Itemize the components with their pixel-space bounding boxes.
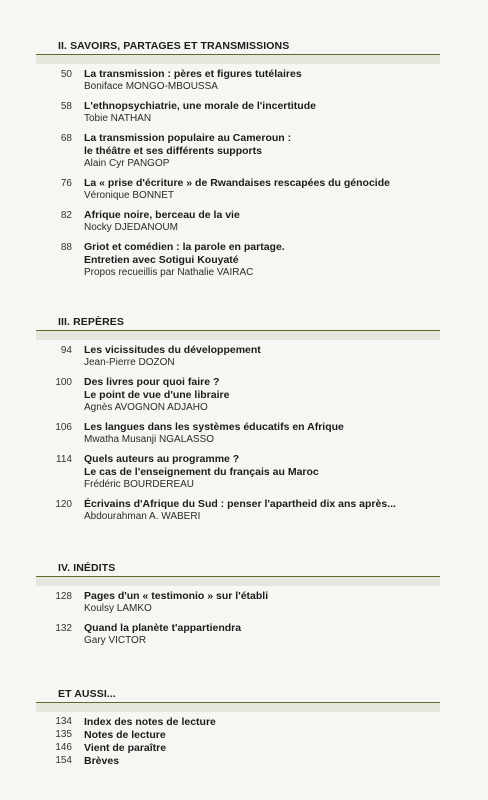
section-et-aussi: [36, 684, 440, 768]
entry-title: L'ethnopsychiatrie, une morale de l'incertitude: [84, 100, 316, 112]
toc-entry: [36, 376, 440, 414]
entry-title: Quand la planète t'appartiendra: [84, 622, 242, 634]
entry-author: Mwatha Musanji NGALASSO: [84, 434, 215, 445]
toc-entry: [36, 132, 440, 170]
page-number: 100: [55, 377, 72, 388]
section-shade: [36, 55, 440, 64]
toc-entry: [36, 742, 440, 755]
section-header: [36, 36, 440, 55]
entry-title: Brèves: [84, 755, 120, 767]
entry-title: La transmission : pères et figures tutélaires: [84, 68, 302, 80]
entry-title: Les langues dans les systèmes éducatifs en Afrique: [84, 421, 344, 433]
page-number: 114: [56, 454, 72, 465]
entry-author: Tobie NATHAN: [84, 113, 152, 124]
page-number: 134: [55, 716, 72, 727]
entry-title-line2: Entretien avec Sotigui Kouyaté: [84, 254, 239, 266]
toc-entry: [36, 100, 440, 125]
page-number: 88: [60, 242, 72, 253]
page-number: 106: [55, 422, 72, 433]
page-number: 154: [55, 755, 72, 766]
toc-entry: [36, 177, 440, 202]
toc-entry: [36, 453, 440, 491]
section-inedits: [36, 558, 440, 647]
toc-entry: [36, 421, 440, 446]
entry-author: Agnès AVOGNON ADJAHO: [84, 402, 208, 413]
entry-author: Boniface MONGO-MBOUSSA: [84, 81, 218, 92]
entry-title: Pages d'un « testimonio » sur l'établi: [84, 590, 269, 602]
entry-author: Véronique BONNET: [84, 190, 175, 201]
entry-title: Index des notes de lecture: [84, 716, 216, 728]
section-header: [36, 558, 440, 577]
page-number: 76: [60, 178, 72, 189]
section-reperes: [36, 312, 440, 523]
page-number: 135: [55, 729, 72, 740]
entry-title-line2: le théâtre et ses différents supports: [84, 145, 262, 157]
toc-entry: [36, 622, 440, 647]
page-number: 120: [55, 499, 72, 510]
page-number: 146: [55, 742, 72, 753]
toc-entry: [36, 729, 440, 742]
entry-title: La « prise d'écriture » de Rwandaises rescapées du génocide: [84, 177, 390, 189]
section-shade: [36, 703, 440, 712]
toc-entry: [36, 498, 440, 523]
entry-author: Jean-Pierre DOZON: [84, 357, 175, 368]
entry-title-line2: Le point de vue d'une libraire: [84, 389, 230, 401]
page-number: 50: [60, 69, 72, 80]
section-title: ET AUSSI...: [58, 688, 116, 700]
section-header: [36, 684, 440, 703]
toc-entry: [36, 755, 440, 768]
toc-entry: [36, 344, 440, 369]
section-title: IV. INÉDITS: [58, 562, 116, 574]
entry-author: Frédéric BOURDEREAU: [84, 479, 195, 490]
section-savoirs: [36, 36, 440, 279]
page-number: 128: [55, 591, 72, 602]
entry-title: Les vicissitudes du développement: [84, 344, 261, 356]
toc-entry: [36, 241, 440, 279]
entry-title: Quels auteurs au programme ?: [84, 453, 240, 465]
section-shade: [36, 331, 440, 340]
entry-author: Gary VICTOR: [84, 635, 147, 646]
page-number: 82: [60, 210, 72, 221]
entry-title: Des livres pour quoi faire ?: [84, 376, 220, 388]
entry-title: La transmission populaire au Cameroun :: [84, 132, 292, 144]
section-header: [36, 312, 440, 331]
section-shade: [36, 577, 440, 586]
entry-title-line2: Le cas de l'enseignement du français au Maroc: [84, 466, 319, 478]
page-number: 132: [55, 623, 72, 634]
entry-title: Afrique noire, berceau de la vie: [84, 209, 240, 221]
section-title: III. REPÈRES: [58, 316, 124, 328]
entry-title: Notes de lecture: [84, 729, 166, 741]
entry-author: Abdourahman A. WABERI: [84, 511, 201, 522]
page-number: 58: [60, 101, 72, 112]
page-number: 94: [60, 345, 72, 356]
entry-author: Koulsy LAMKO: [84, 603, 152, 614]
entry-author: Alain Cyr PANGOP: [84, 158, 170, 169]
entry-author: Propos recueillis par Nathalie VAIRAC: [84, 267, 254, 278]
section-title: II. SAVOIRS, PARTAGES ET TRANSMISSIONS: [58, 40, 290, 52]
toc-entry: [36, 716, 440, 729]
entry-title: Griot et comédien : la parole en partage.: [84, 241, 285, 253]
entry-title: Vient de paraître: [84, 742, 167, 754]
table-of-contents: [36, 36, 440, 768]
page-number: 68: [60, 133, 72, 144]
toc-entry: [36, 68, 440, 93]
entry-author: Nocky DJEDANOUM: [84, 222, 178, 233]
toc-entry: [36, 209, 440, 234]
toc-entry: [36, 590, 440, 615]
entry-title: Écrivains d'Afrique du Sud : penser l'apartheid dix ans après...: [84, 498, 396, 510]
